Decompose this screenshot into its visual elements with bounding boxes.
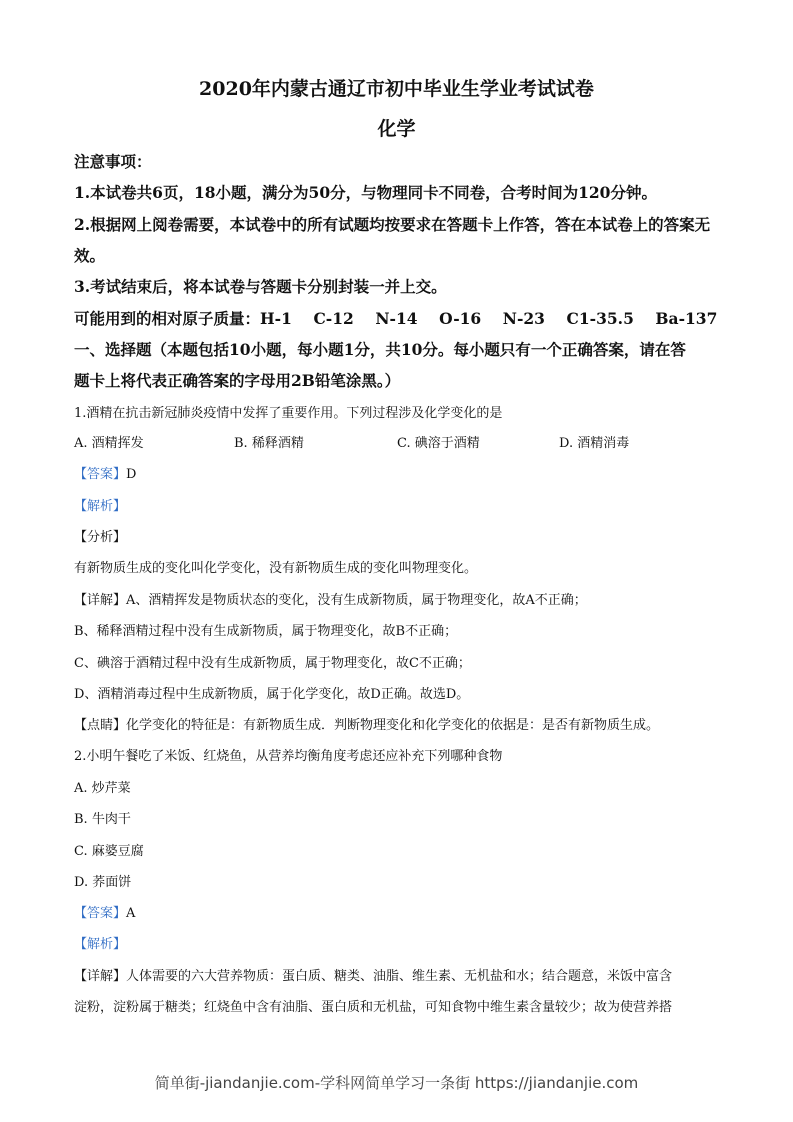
q1-option-a: A. 酒精挥发 [74,436,144,451]
q1-answer: D [126,467,137,482]
note-item-3: 3.考试结束后，将本试卷与答题卡分别封装一并上交。 [74,277,447,296]
q1-analysis-tag: 【解析】 [74,499,127,514]
q1-detail-3: C、碘溶于酒精过程中没有生成新物质，属于物理变化，故C不正确； [74,656,471,671]
q2-answer-line [74,902,135,921]
q1-fenxi-tag: 【分析】 [74,530,127,545]
atomic-mass-line: 可能用到的相对原子质量：H-1 C-12 N-14 O-16 N-23 C1-35.5 Ba-137 [74,309,718,328]
footer-watermark: 简单街-jiandanjie.com-学科网简单学习一条街 https://jiandanjie.com [154,1074,639,1092]
q1-answer-tag: 【答案】 [74,467,127,482]
q1-detail-4: D、酒精消毒过程中生成新物质，属于化学变化，故D正确。故选D。 [74,687,470,702]
q1-detail-2: B、稀释酒精过程中没有生成新物质，属于物理变化，故B不正确； [74,624,458,639]
exam-title: 2020年内蒙古通辽市初中毕业生学业考试试卷 [199,78,594,100]
q1-option-c: C. 碘溶于酒精 [397,436,480,451]
q2-analysis-tag: 【解析】 [74,937,127,952]
note-item-2: 2.根据网上阅卷需要，本试卷中的所有试题均按要求在答题卡上作答，答在本试卷上的答案无 [74,215,711,234]
section-heading-line-1: 一、选择题（本题包括10小题，每小题1分，共10分。每小题只有一个正确答案，请在答 [74,340,686,359]
q1-answer-line [74,463,136,482]
note-item-2-cont: 效。 [74,246,106,265]
q2-stem: 2.小明午餐吃了米饭、红烧鱼，从营养均衡角度考虑还应补充下列哪种食物 [74,749,503,764]
q2-detail-1: 【详解】人体需要的六大营养物质：蛋白质、糖类、油脂、维生素、无机盐和水；结合题意，米饭中富含 [74,969,673,984]
q2-detail-2: 淀粉，淀粉属于糖类；红烧鱼中含有油脂、蛋白质和无机盐，可知食物中维生素含量较少；故为使营养搭 [74,1000,673,1015]
subject-title: 化学 [377,118,416,140]
q1-dianjing: 【点睛】化学变化的特征是：有新物质生成．判断物理变化和化学变化的依据是：是否有新物质生成。 [74,718,660,733]
q2-option-d: D. 荞面饼 [74,875,132,890]
q1-stem: 1.酒精在抗击新冠肺炎疫情中发挥了重要作用。下列过程涉及化学变化的是 [74,406,503,421]
q2-answer-tag: 【答案】 [74,906,127,921]
notes-heading: 注意事项： [74,152,152,171]
q2-answer: A [126,906,136,921]
q2-option-a: A. 炒芹菜 [74,781,131,796]
note-item-1: 1.本试卷共6页，18小题，满分为50分，与物理同卡不同卷，合考时间为120分钟。 [74,183,657,202]
q1-fenxi-text: 有新物质生成的变化叫化学变化，没有新物质生成的变化叫物理变化。 [74,561,478,576]
q1-option-d: D. 酒精消毒 [559,436,630,451]
q1-option-b: B. 稀释酒精 [234,436,304,451]
section-heading-line-2: 题卡上将代表正确答案的字母用2B铅笔涂黑。） [74,371,401,390]
q2-option-b: B. 牛肉干 [74,812,131,827]
q2-option-c: C. 麻婆豆腐 [74,844,144,859]
q1-detail-1: 【详解】A、酒精挥发是物质状态的变化，没有生成新物质，属于物理变化，故A不正确； [74,593,587,608]
q1-options [74,432,714,450]
